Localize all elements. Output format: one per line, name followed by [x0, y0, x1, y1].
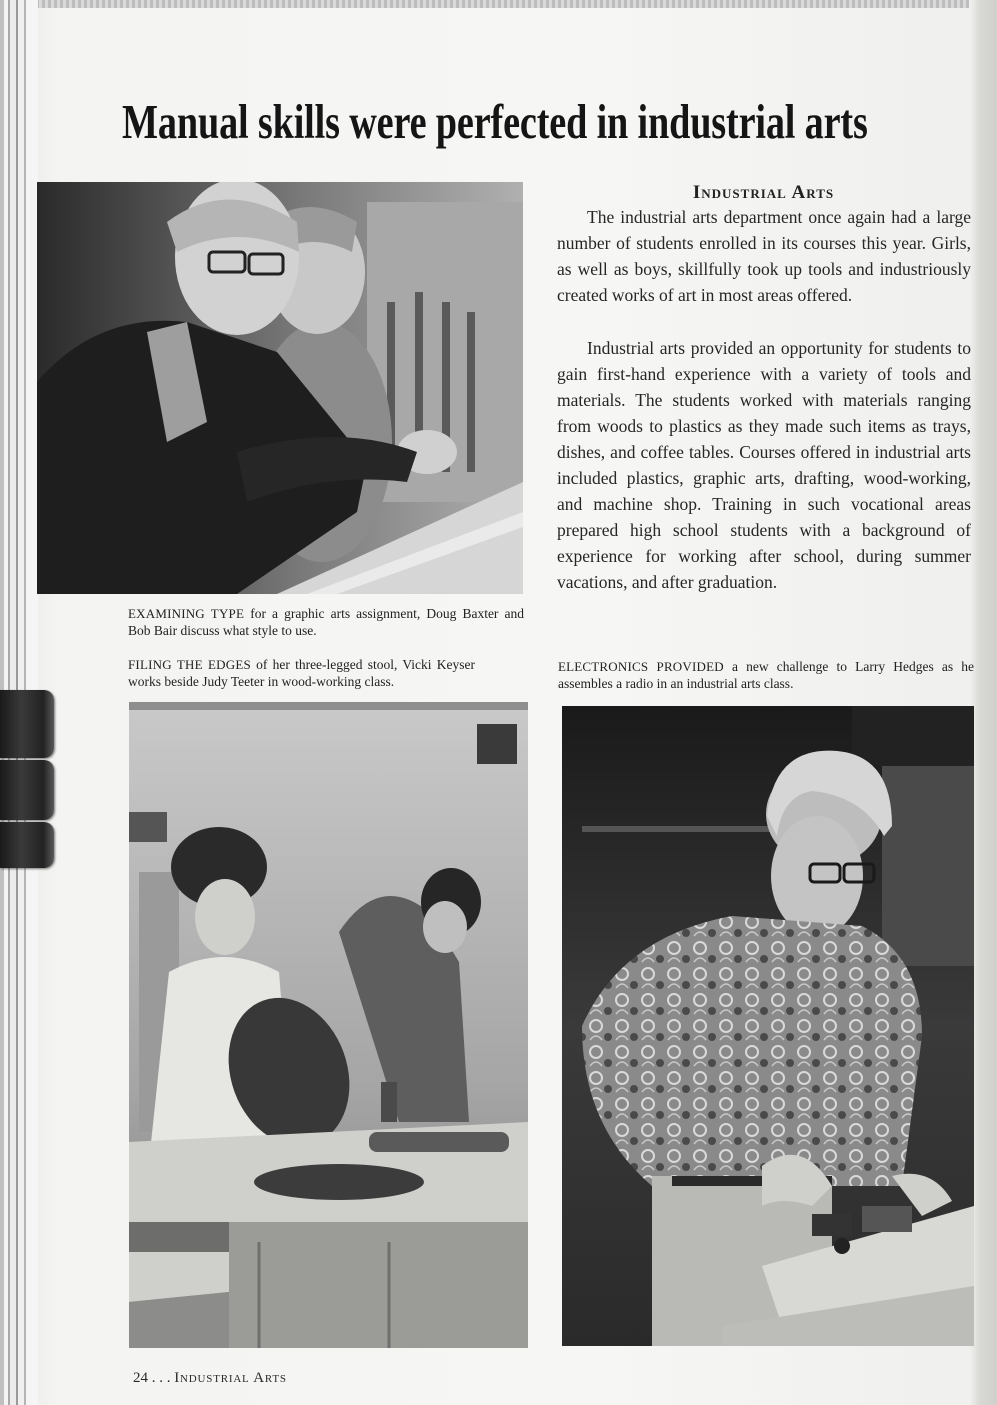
caption-lead: EXAMINING TYPE	[128, 606, 245, 621]
folio-separator: . . .	[148, 1370, 175, 1386]
caption-text: a new challenge to Larry Hedges as he assembles a radio in an industrial arts class.	[558, 659, 974, 691]
caption-lead: FILING THE EDGES	[128, 657, 251, 672]
caption-lead: ELECTRONICS PROVIDED	[558, 659, 724, 674]
caption-electronics	[558, 658, 974, 692]
body-paragraph: Industrial arts provided an opportunity for students to gain first-hand experience with a variety of tools and materials. The students worked with materials ranging from woods to plastics as they made such items as trays, dishes, and coffee tables. Courses offered in industrial arts included plastics, graphic arts, drafting, wood-working, and machine shop. Training in such vocational areas prepared high school students with a background of experience for working after school, during summer vacations, and after graduation.	[557, 338, 971, 592]
binder-clip-icon	[0, 690, 54, 758]
body-paragraph: The industrial arts department once again had a large number of students enrolled in its courses this year. Girls, as well as boys, skillfully took up tools and industriously created works of art in most areas offered.	[557, 207, 971, 305]
caption-text: of her three-legged stool, Vicki Keyser works beside Judy Teeter in wood-working class.	[128, 657, 475, 689]
page-headline: Manual skills were perfected in industrial arts	[122, 94, 868, 149]
photo-examining-type	[37, 182, 523, 594]
binder-clip-icon	[0, 760, 54, 820]
caption-filing-edges	[128, 656, 475, 690]
section-title: Industrial Arts	[692, 182, 835, 203]
page-top-edge	[0, 0, 997, 8]
folio-section: Industrial Arts	[174, 1370, 287, 1386]
page-number: 24	[133, 1370, 148, 1386]
binder-clip-icon	[0, 822, 54, 868]
caption-examining-type	[128, 605, 524, 639]
photo-filing-edges	[129, 702, 528, 1348]
caption-text: for a graphic arts assignment, Doug Baxter and Bob Bair discuss what style to use.	[128, 606, 524, 638]
page-folio	[133, 1370, 287, 1387]
photo-electronics	[562, 706, 974, 1346]
